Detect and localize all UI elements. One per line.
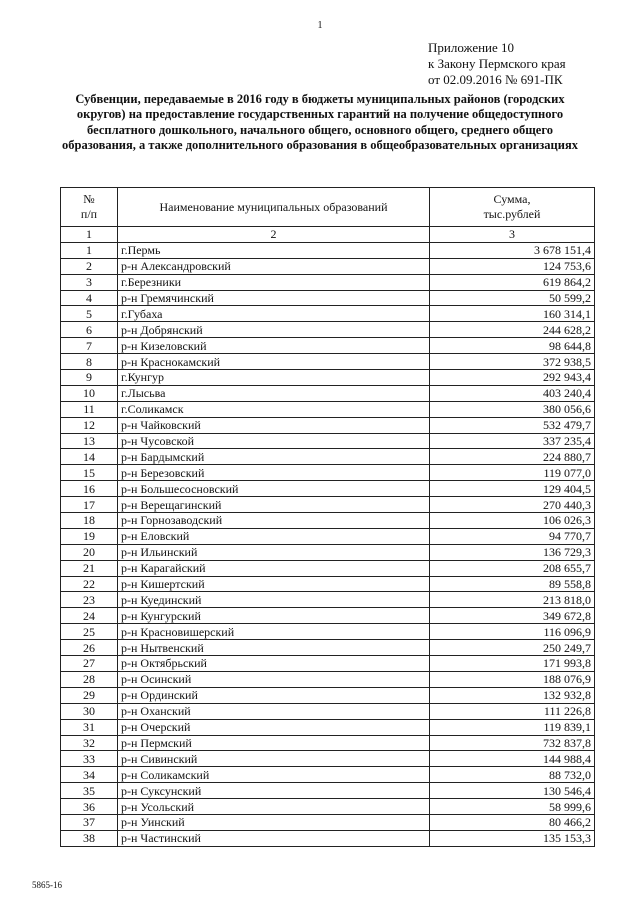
row-number: 6 [61, 322, 118, 338]
row-number: 36 [61, 799, 118, 815]
municipality-name: р-н Горнозаводский [118, 513, 430, 529]
municipality-name: р-н Чусовской [118, 433, 430, 449]
row-number: 11 [61, 401, 118, 417]
row-number: 19 [61, 528, 118, 544]
table-row [61, 656, 595, 672]
row-number: 28 [61, 671, 118, 687]
row-number: 37 [61, 814, 118, 830]
subsidy-amount: 372 938,5 [430, 354, 595, 370]
table-row [61, 719, 595, 735]
table-header-row [61, 188, 595, 227]
municipality-name: р-н Ильинский [118, 544, 430, 560]
table-row [61, 687, 595, 703]
column-index-cell: 1 [61, 227, 118, 243]
table-row [61, 624, 595, 640]
row-number: 33 [61, 751, 118, 767]
subsidy-amount: 94 770,7 [430, 528, 595, 544]
header-number [61, 188, 118, 227]
row-number: 3 [61, 274, 118, 290]
table-row [61, 703, 595, 719]
table-row [61, 799, 595, 815]
table-row [61, 449, 595, 465]
municipality-name: р-н Кизеловский [118, 338, 430, 354]
row-number: 14 [61, 449, 118, 465]
subsidy-amount: 58 999,6 [430, 799, 595, 815]
municipality-name: р-н Краснокамский [118, 354, 430, 370]
header-number-line-1: № [83, 192, 95, 206]
table-row [61, 481, 595, 497]
row-number: 25 [61, 624, 118, 640]
municipality-name: р-н Еловский [118, 528, 430, 544]
table-row [61, 560, 595, 576]
municipality-name: р-н Очерский [118, 719, 430, 735]
header-sum-line-2: тыс.рублей [483, 207, 541, 221]
municipality-name: р-н Добрянский [118, 322, 430, 338]
subsidy-amount: 244 628,2 [430, 322, 595, 338]
document-title: Субвенции, передаваемые в 2016 году в бюджеты муниципальных районов (городских округов) на предоставление государственных гарантий на получение общедоступного бесплатного дошкольного, начального общего, основного общего, среднего общего образования, а также дополнительного образования в общеобразовательных организациях [62, 92, 578, 153]
municipality-name: г.Березники [118, 274, 430, 290]
municipality-name: р-н Октябрьский [118, 656, 430, 672]
municipality-name: р-н Карагайский [118, 560, 430, 576]
appendix-line-2: к Закону Пермского края [428, 56, 566, 71]
municipality-name: р-н Бардымский [118, 449, 430, 465]
subsidy-amount: 337 235,4 [430, 433, 595, 449]
row-number: 4 [61, 290, 118, 306]
table-row [61, 274, 595, 290]
row-number: 34 [61, 767, 118, 783]
subsidy-amount: 129 404,5 [430, 481, 595, 497]
municipality-name: р-н Гремячинский [118, 290, 430, 306]
row-number: 29 [61, 687, 118, 703]
subsidy-amount: 106 026,3 [430, 513, 595, 529]
row-number: 22 [61, 576, 118, 592]
subsidy-amount: 111 226,8 [430, 703, 595, 719]
subsidy-amount: 119 077,0 [430, 465, 595, 481]
row-number: 15 [61, 465, 118, 481]
municipality-name: р-н Чайковский [118, 417, 430, 433]
municipality-name: р-н Сивинский [118, 751, 430, 767]
municipality-name: р-н Оханский [118, 703, 430, 719]
table-row [61, 544, 595, 560]
row-number: 5 [61, 306, 118, 322]
subsidy-amount: 144 988,4 [430, 751, 595, 767]
appendix-reference [428, 40, 566, 88]
subsidy-amount: 132 932,8 [430, 687, 595, 703]
column-index-cell: 3 [430, 227, 595, 243]
subsidy-amount: 224 880,7 [430, 449, 595, 465]
subsidy-amount: 130 546,4 [430, 783, 595, 799]
municipality-name: г.Соликамск [118, 401, 430, 417]
subsidy-amount: 171 993,8 [430, 656, 595, 672]
appendix-line-1: Приложение 10 [428, 40, 515, 55]
table-row [61, 783, 595, 799]
subsidy-amount: 380 056,6 [430, 401, 595, 417]
subsidy-amount: 50 599,2 [430, 290, 595, 306]
page-number: 1 [317, 20, 323, 31]
subsidy-amount: 270 440,3 [430, 497, 595, 513]
row-number: 1 [61, 242, 118, 258]
subsidy-amount: 208 655,7 [430, 560, 595, 576]
subsidies-table [60, 187, 595, 847]
municipality-name: г.Кунгур [118, 370, 430, 386]
subsidy-amount: 619 864,2 [430, 274, 595, 290]
row-number: 21 [61, 560, 118, 576]
municipality-name: г.Пермь [118, 242, 430, 258]
appendix-line-3: от 02.09.2016 № 691-ПК [428, 72, 563, 87]
column-index-row [61, 227, 595, 243]
table-row [61, 830, 595, 846]
subsidy-amount: 250 249,7 [430, 640, 595, 656]
subsidy-amount: 98 644,8 [430, 338, 595, 354]
subsidy-amount: 119 839,1 [430, 719, 595, 735]
table-row [61, 465, 595, 481]
subsidy-amount: 213 818,0 [430, 592, 595, 608]
row-number: 13 [61, 433, 118, 449]
header-sum-line-1: Сумма, [493, 192, 531, 206]
municipality-name: р-н Пермский [118, 735, 430, 751]
row-number: 8 [61, 354, 118, 370]
subsidy-amount: 116 096,9 [430, 624, 595, 640]
subsidy-amount: 80 466,2 [430, 814, 595, 830]
municipality-name: г.Лысьва [118, 385, 430, 401]
municipality-name: р-н Березовский [118, 465, 430, 481]
row-number: 24 [61, 608, 118, 624]
municipality-name: р-н Соликамский [118, 767, 430, 783]
row-number: 23 [61, 592, 118, 608]
header-name: Наименование муниципальных образований [118, 188, 430, 227]
subsidy-amount: 532 479,7 [430, 417, 595, 433]
subsidy-amount: 135 153,3 [430, 830, 595, 846]
table-body [61, 242, 595, 846]
table-row [61, 354, 595, 370]
footer-code: 5865-16 [32, 880, 62, 890]
table-row [61, 417, 595, 433]
column-index-cell: 2 [118, 227, 430, 243]
municipality-name: р-н Кунгурский [118, 608, 430, 624]
subsidy-amount: 88 732,0 [430, 767, 595, 783]
row-number: 26 [61, 640, 118, 656]
municipality-name: р-н Уинский [118, 814, 430, 830]
subsidy-amount: 732 837,8 [430, 735, 595, 751]
subsidy-amount: 136 729,3 [430, 544, 595, 560]
municipality-name: р-н Нытвенский [118, 640, 430, 656]
municipality-name: р-н Верещагинский [118, 497, 430, 513]
row-number: 31 [61, 719, 118, 735]
row-number: 27 [61, 656, 118, 672]
table-row [61, 592, 595, 608]
row-number: 2 [61, 258, 118, 274]
municipality-name: р-н Кишертский [118, 576, 430, 592]
row-number: 32 [61, 735, 118, 751]
municipality-name: р-н Ординский [118, 687, 430, 703]
row-number: 18 [61, 513, 118, 529]
municipality-name: р-н Куединский [118, 592, 430, 608]
municipality-name: р-н Усольский [118, 799, 430, 815]
municipality-name: р-н Александровский [118, 258, 430, 274]
header-sum [430, 188, 595, 227]
municipality-name: р-н Суксунский [118, 783, 430, 799]
table-row [61, 608, 595, 624]
table-row [61, 528, 595, 544]
row-number: 12 [61, 417, 118, 433]
row-number: 16 [61, 481, 118, 497]
table-row [61, 401, 595, 417]
row-number: 17 [61, 497, 118, 513]
table-row [61, 513, 595, 529]
table-row [61, 290, 595, 306]
subsidy-amount: 89 558,8 [430, 576, 595, 592]
municipality-name: г.Губаха [118, 306, 430, 322]
row-number: 30 [61, 703, 118, 719]
municipality-name: р-н Большесосновский [118, 481, 430, 497]
table-row [61, 735, 595, 751]
subsidy-amount: 160 314,1 [430, 306, 595, 322]
table-row [61, 306, 595, 322]
subsidy-amount: 124 753,6 [430, 258, 595, 274]
subsidy-amount: 292 943,4 [430, 370, 595, 386]
row-number: 35 [61, 783, 118, 799]
municipality-name: р-н Осинский [118, 671, 430, 687]
row-number: 10 [61, 385, 118, 401]
table-row [61, 258, 595, 274]
header-number-line-2: п/п [80, 207, 98, 221]
row-number: 7 [61, 338, 118, 354]
table-row [61, 242, 595, 258]
table-row [61, 385, 595, 401]
table-row [61, 322, 595, 338]
row-number: 20 [61, 544, 118, 560]
table-row [61, 497, 595, 513]
table-row [61, 814, 595, 830]
table-row [61, 338, 595, 354]
subsidy-amount: 188 076,9 [430, 671, 595, 687]
row-number: 9 [61, 370, 118, 386]
table-row [61, 767, 595, 783]
municipality-name: р-н Частинский [118, 830, 430, 846]
subsidy-amount: 403 240,4 [430, 385, 595, 401]
municipality-name: р-н Красновишерский [118, 624, 430, 640]
table-row [61, 751, 595, 767]
table-row [61, 640, 595, 656]
table-row [61, 576, 595, 592]
table-row [61, 370, 595, 386]
subsidy-amount: 349 672,8 [430, 608, 595, 624]
table-row [61, 671, 595, 687]
row-number: 38 [61, 830, 118, 846]
subsidy-amount: 3 678 151,4 [430, 242, 595, 258]
table-row [61, 433, 595, 449]
